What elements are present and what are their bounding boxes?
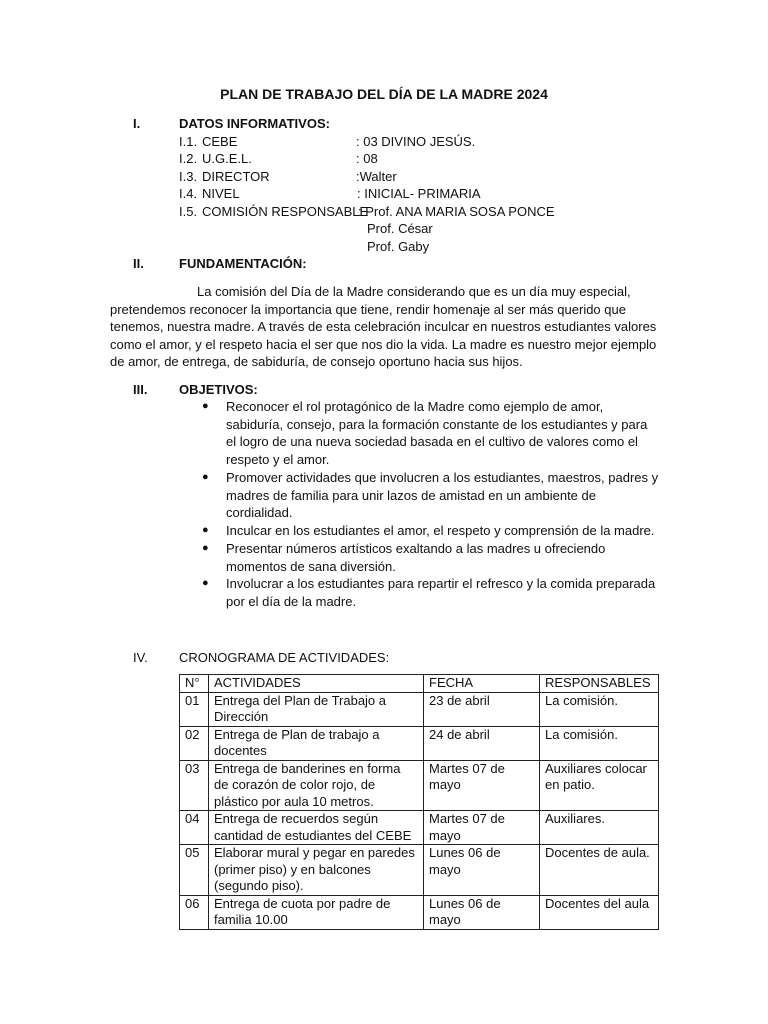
- info-row-label: U.G.E.L.: [202, 151, 252, 166]
- info-value-extra-2: Prof. Gaby: [367, 239, 430, 254]
- section-1-heading: DATOS INFORMATIVOS:: [179, 116, 330, 131]
- section-4-number: IV.: [133, 650, 148, 665]
- info-row-ugel: [179, 150, 252, 168]
- row-number: 02: [180, 726, 209, 760]
- table-row: [180, 845, 659, 896]
- table-header-row: [180, 675, 659, 693]
- info-value-cebe: : 03 DIVINO JESÚS.: [356, 134, 476, 149]
- row-date: [424, 845, 540, 896]
- cell-line: Docentes del aula: [545, 895, 650, 911]
- section-3-heading: OBJETIVOS:: [179, 382, 258, 397]
- row-number: 04: [180, 811, 209, 845]
- cell-line: 24 de abril: [429, 726, 490, 742]
- row-activity: [209, 811, 424, 845]
- table-row: [180, 811, 659, 845]
- objective-item: [226, 540, 666, 575]
- row-activity: [209, 895, 424, 929]
- info-row-number: I.1.: [179, 134, 198, 149]
- paragraph-line: pretendemos reconocer la importancia que tiene, rendir homenaje al ser más querido que: [110, 301, 626, 317]
- objective-line: el logro de una nueva sociedad basada en el cultivo de valores como el: [226, 434, 638, 449]
- objective-line: cordialidad.: [226, 505, 293, 520]
- table-row: [180, 760, 659, 811]
- info-value-comision: : Prof. ANA MARIA SOSA PONCE: [358, 204, 555, 219]
- cell-line: Auxiliares.: [545, 811, 605, 826]
- objective-item: [226, 522, 666, 540]
- objective-line: momentos de sana diversión.: [226, 558, 396, 574]
- objective-line: Inculcar en los estudiantes el amor, el respeto y comprensión de la madre.: [226, 523, 655, 538]
- row-responsible: [540, 726, 659, 760]
- header-responsible: RESPONSABLES: [540, 675, 659, 693]
- info-row-label: CEBE: [202, 134, 238, 149]
- section-2-heading: FUNDAMENTACIÓN:: [179, 256, 307, 271]
- row-responsible: [540, 845, 659, 896]
- row-number: 05: [180, 845, 209, 896]
- cell-line: Docentes de aula.: [545, 845, 650, 860]
- cell-line: mayo: [429, 912, 461, 927]
- bullet-dot-icon: ●: [202, 542, 209, 554]
- cell-line: Entrega de recuerdos según: [214, 811, 379, 826]
- cell-line: plástico por aula 10 metros.: [214, 793, 374, 809]
- section-4-heading: CRONOGRAMA DE ACTIVIDADES:: [179, 650, 390, 665]
- cell-line: de corazón de color rojo, de: [214, 777, 376, 792]
- cell-line: Dirección: [214, 709, 269, 724]
- cell-line: Martes 07 de: [429, 811, 505, 826]
- cell-line: cantidad de estudiantes del CEBE: [214, 827, 412, 843]
- cell-line: Auxiliares colocar: [545, 760, 647, 776]
- bullet-dot-icon: ●: [202, 577, 209, 589]
- table-row: [180, 895, 659, 929]
- header-date: FECHA: [424, 675, 540, 693]
- row-date: [424, 726, 540, 760]
- cell-line: docentes: [214, 743, 267, 758]
- row-date: [424, 811, 540, 845]
- row-date: [424, 692, 540, 726]
- objective-line: por el día de la madre.: [226, 593, 357, 609]
- header-number: N°: [180, 675, 209, 693]
- row-activity: [209, 845, 424, 896]
- table-row: [180, 726, 659, 760]
- info-row-comision: [179, 203, 368, 221]
- row-responsible: [540, 895, 659, 929]
- info-value-ugel: : 08: [356, 151, 378, 166]
- info-row-number: I.5.: [179, 204, 198, 219]
- section-1-number: I.: [133, 116, 141, 131]
- cell-line: mayo: [429, 777, 461, 792]
- paragraph-line: como el amor, y el respeto hacia el ser que nos dio la vida. La madre es nuestro mejor ejemplo: [110, 336, 657, 352]
- row-number: 01: [180, 692, 209, 726]
- info-value-extra-1: Prof. César: [367, 221, 433, 236]
- row-activity: [209, 760, 424, 811]
- info-row-number: I.3.: [179, 169, 198, 184]
- objective-item: [226, 398, 666, 468]
- info-row-number: I.4.: [179, 186, 198, 201]
- paragraph-line: La comisión del Día de la Madre considerando que es un día muy especial,: [197, 284, 631, 299]
- objective-line: Reconocer el rol protagónico de la Madre como ejemplo de amor,: [226, 399, 604, 414]
- row-responsible: [540, 760, 659, 811]
- row-responsible: [540, 692, 659, 726]
- objective-line: respeto y el amor.: [226, 451, 330, 467]
- document-title: PLAN DE TRABAJO DEL DÍA DE LA MADRE 2024: [220, 86, 548, 102]
- info-row-nivel: [179, 185, 240, 203]
- info-value-director: :Walter: [356, 169, 397, 184]
- cell-line: Entrega de Plan de trabajo a: [214, 726, 380, 742]
- row-number: 06: [180, 895, 209, 929]
- bullet-dot-icon: ●: [202, 524, 209, 536]
- cell-line: 23 de abril: [429, 692, 490, 708]
- cell-line: Elaborar mural y pegar en paredes: [214, 845, 415, 860]
- objective-line: Involucrar a los estudiantes para repartir el refresco y la comida preparada: [226, 576, 656, 591]
- info-row-director: [179, 168, 270, 186]
- info-row-number: I.2.: [179, 151, 198, 166]
- cell-line: mayo: [429, 827, 461, 843]
- cell-line: Entrega de banderines en forma: [214, 760, 401, 776]
- cell-line: La comisión.: [545, 726, 618, 742]
- row-responsible: [540, 811, 659, 845]
- cell-line: La comisión.: [545, 692, 618, 708]
- info-value-nivel: : INICIAL- PRIMARIA: [357, 186, 481, 201]
- cell-line: Entrega del Plan de Trabajo a: [214, 692, 387, 708]
- paragraph-line: tenemos, nuestra madre. A través de esta celebración inculcar en nuestros estudiantes valores: [110, 319, 657, 334]
- objective-line: sabiduría, consejo, para la formación constante de los estudiantes y para: [226, 416, 648, 432]
- objective-line: Presentar números artísticos exaltando a las madres u ofreciendo: [226, 541, 606, 556]
- cell-line: Martes 07 de: [429, 760, 505, 776]
- bullet-dot-icon: ●: [202, 400, 209, 412]
- paragraph-line: de amor, de entrega, de sabiduría, de consejo oportuno hacia sus hijos.: [110, 354, 523, 369]
- row-number: 03: [180, 760, 209, 811]
- cell-line: Lunes 06 de: [429, 845, 501, 860]
- cell-line: (primer piso) y en balcones: [214, 861, 371, 877]
- row-activity: [209, 726, 424, 760]
- section-2-number: II.: [133, 256, 144, 271]
- row-activity: [209, 692, 424, 726]
- objective-line: Promover actividades que involucren a los estudiantes, maestros, padres y: [226, 470, 659, 485]
- row-date: [424, 760, 540, 811]
- objective-line: madres de familia para unir lazos de amistad en un ambiente de: [226, 487, 596, 503]
- section-3-number: III.: [133, 382, 148, 397]
- info-row-label: DIRECTOR: [202, 169, 270, 184]
- table-row: [180, 692, 659, 726]
- info-row-label: NIVEL: [202, 186, 240, 201]
- info-row-label: COMISIÓN RESPONSABLE: [202, 204, 369, 219]
- cell-line: (segundo piso).: [214, 878, 304, 893]
- row-date: [424, 895, 540, 929]
- objective-item: [226, 469, 666, 522]
- objective-item: [226, 575, 666, 610]
- cell-line: mayo: [429, 861, 461, 877]
- schedule-table: [179, 674, 659, 930]
- header-activities: ACTIVIDADES: [209, 675, 424, 693]
- cell-line: Entrega de cuota por padre de: [214, 895, 391, 911]
- cell-line: en patio.: [545, 777, 595, 792]
- bullet-dot-icon: ●: [202, 471, 209, 483]
- fundamentacion-paragraph: [110, 283, 658, 371]
- info-row-cebe: [179, 133, 237, 151]
- cell-line: familia 10.00: [214, 912, 288, 927]
- cell-line: Lunes 06 de: [429, 895, 501, 911]
